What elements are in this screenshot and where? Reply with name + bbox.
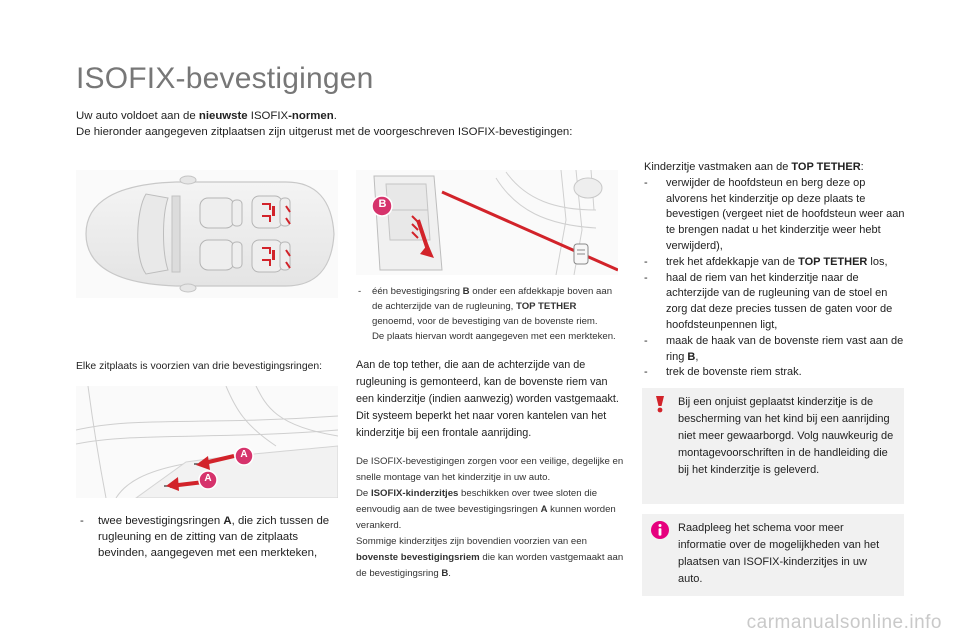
rings-label: Elke zitplaats is voorzien van drie bevestigingsringen:: [76, 361, 323, 372]
info-box: [642, 514, 904, 596]
marker-a-2: A: [204, 473, 212, 484]
tether-caption: - één bevestigingsring B onder een afdekkapje boven aan de achterzijde van de rugleuning, TOP TETHER genoemd, voor de bevestiging van de bovenste riem. De plaats hiervan wordt aangegeven met een merkteken.: [358, 286, 616, 342]
watermark: carmanualsonline.info: [746, 612, 942, 633]
intro-line-2: De hieronder aangegeven zitplaatsen zijn uitgerust met de voorgeschreven ISOFIX-bevestigingen:: [76, 126, 573, 138]
tether-text: Aan de top tether, die aan de achterzijde van de rugleuning is gemonteerd, kan de bovenste riem van een kinderzitje (indien aanwezig) worden vastgemaakt. Dit systeem beperkt het naar voren kantelen van het kinderzitje bij een frontale aanrijding.: [356, 359, 619, 439]
rings-item: - twee bevestigingsringen A, die zich tussen de rugleuning en de zitting van de zitplaats bevinden, aangegeven met een merkteken,: [80, 515, 330, 559]
seat-rings-illustration: [76, 386, 338, 498]
top-tether-instructions: [644, 160, 906, 381]
intro-line-1: Uw auto voldoet aan de nieuwste ISOFIX-normen.: [76, 110, 337, 122]
warning-text: Bij een onjuist geplaatst kinderzitje is de bescherming van het kind bij een aanrijding niet meer gewaarborgd. Volg nauwkeurig de montagevoorschriften in de handleiding die bij het kinderzitje is geleverd.: [678, 396, 894, 476]
seat-tether-illustration: [356, 170, 618, 275]
intro-text: [76, 108, 696, 140]
marker-b: B: [378, 198, 387, 210]
top-tether-heading: Kinderzitje vastmaken aan de TOP TETHER:: [644, 161, 864, 173]
exclamation-icon: [650, 394, 670, 414]
page-title: ISOFIX-bevestigingen: [76, 62, 374, 95]
warning-box: [642, 388, 904, 504]
list-item: - trek de bovenste riem strak.: [644, 366, 802, 379]
list-item: - haal de riem van het kinderzitje naar de achterzijde van de rugleuning van de stoel en zorg dat deze precies tussen de gaten voor de hoofdsteunpennen ligt,: [644, 271, 893, 331]
list-item: - trek het afdekkapje van de TOP TETHER los,: [644, 255, 888, 268]
marker-a-1: A: [240, 449, 248, 460]
info-text: Raadpleeg het schema voor meer informatie over de mogelijkheden van het plaatsen van ISOFIX-kinderzitjes in uw auto.: [678, 522, 880, 585]
car-top-view-illustration: [76, 170, 338, 298]
list-item: - maak de haak van de bovenste riem vast aan de ring B,: [644, 334, 904, 363]
info-icon: [650, 520, 670, 540]
tether-caption-dash: -: [358, 286, 362, 297]
isofix-text: De ISOFIX-bevestigingen zorgen voor een veilige, degelijke en snelle montage van het kinderzitje in uw auto. De ISOFIX-kinderzitjes beschikken over twee sloten die eenvoudig aan de twee bevestigingsringen A kunnen worden verankerd. Sommige kinderzitjes zijn bovendien voorzien van een bovenste bevestigingsriem die kan worden vastgemaakt aan de bevestigingsring B.: [356, 456, 624, 579]
list-item: - verwijder de hoofdsteun en berg deze op alvorens het kinderzitje op deze plaats te bevestigen (vergeet niet de hoofdsteun weer aan te brengen nadat u het kinderzitje weer hebt verwijderd),: [644, 176, 905, 252]
